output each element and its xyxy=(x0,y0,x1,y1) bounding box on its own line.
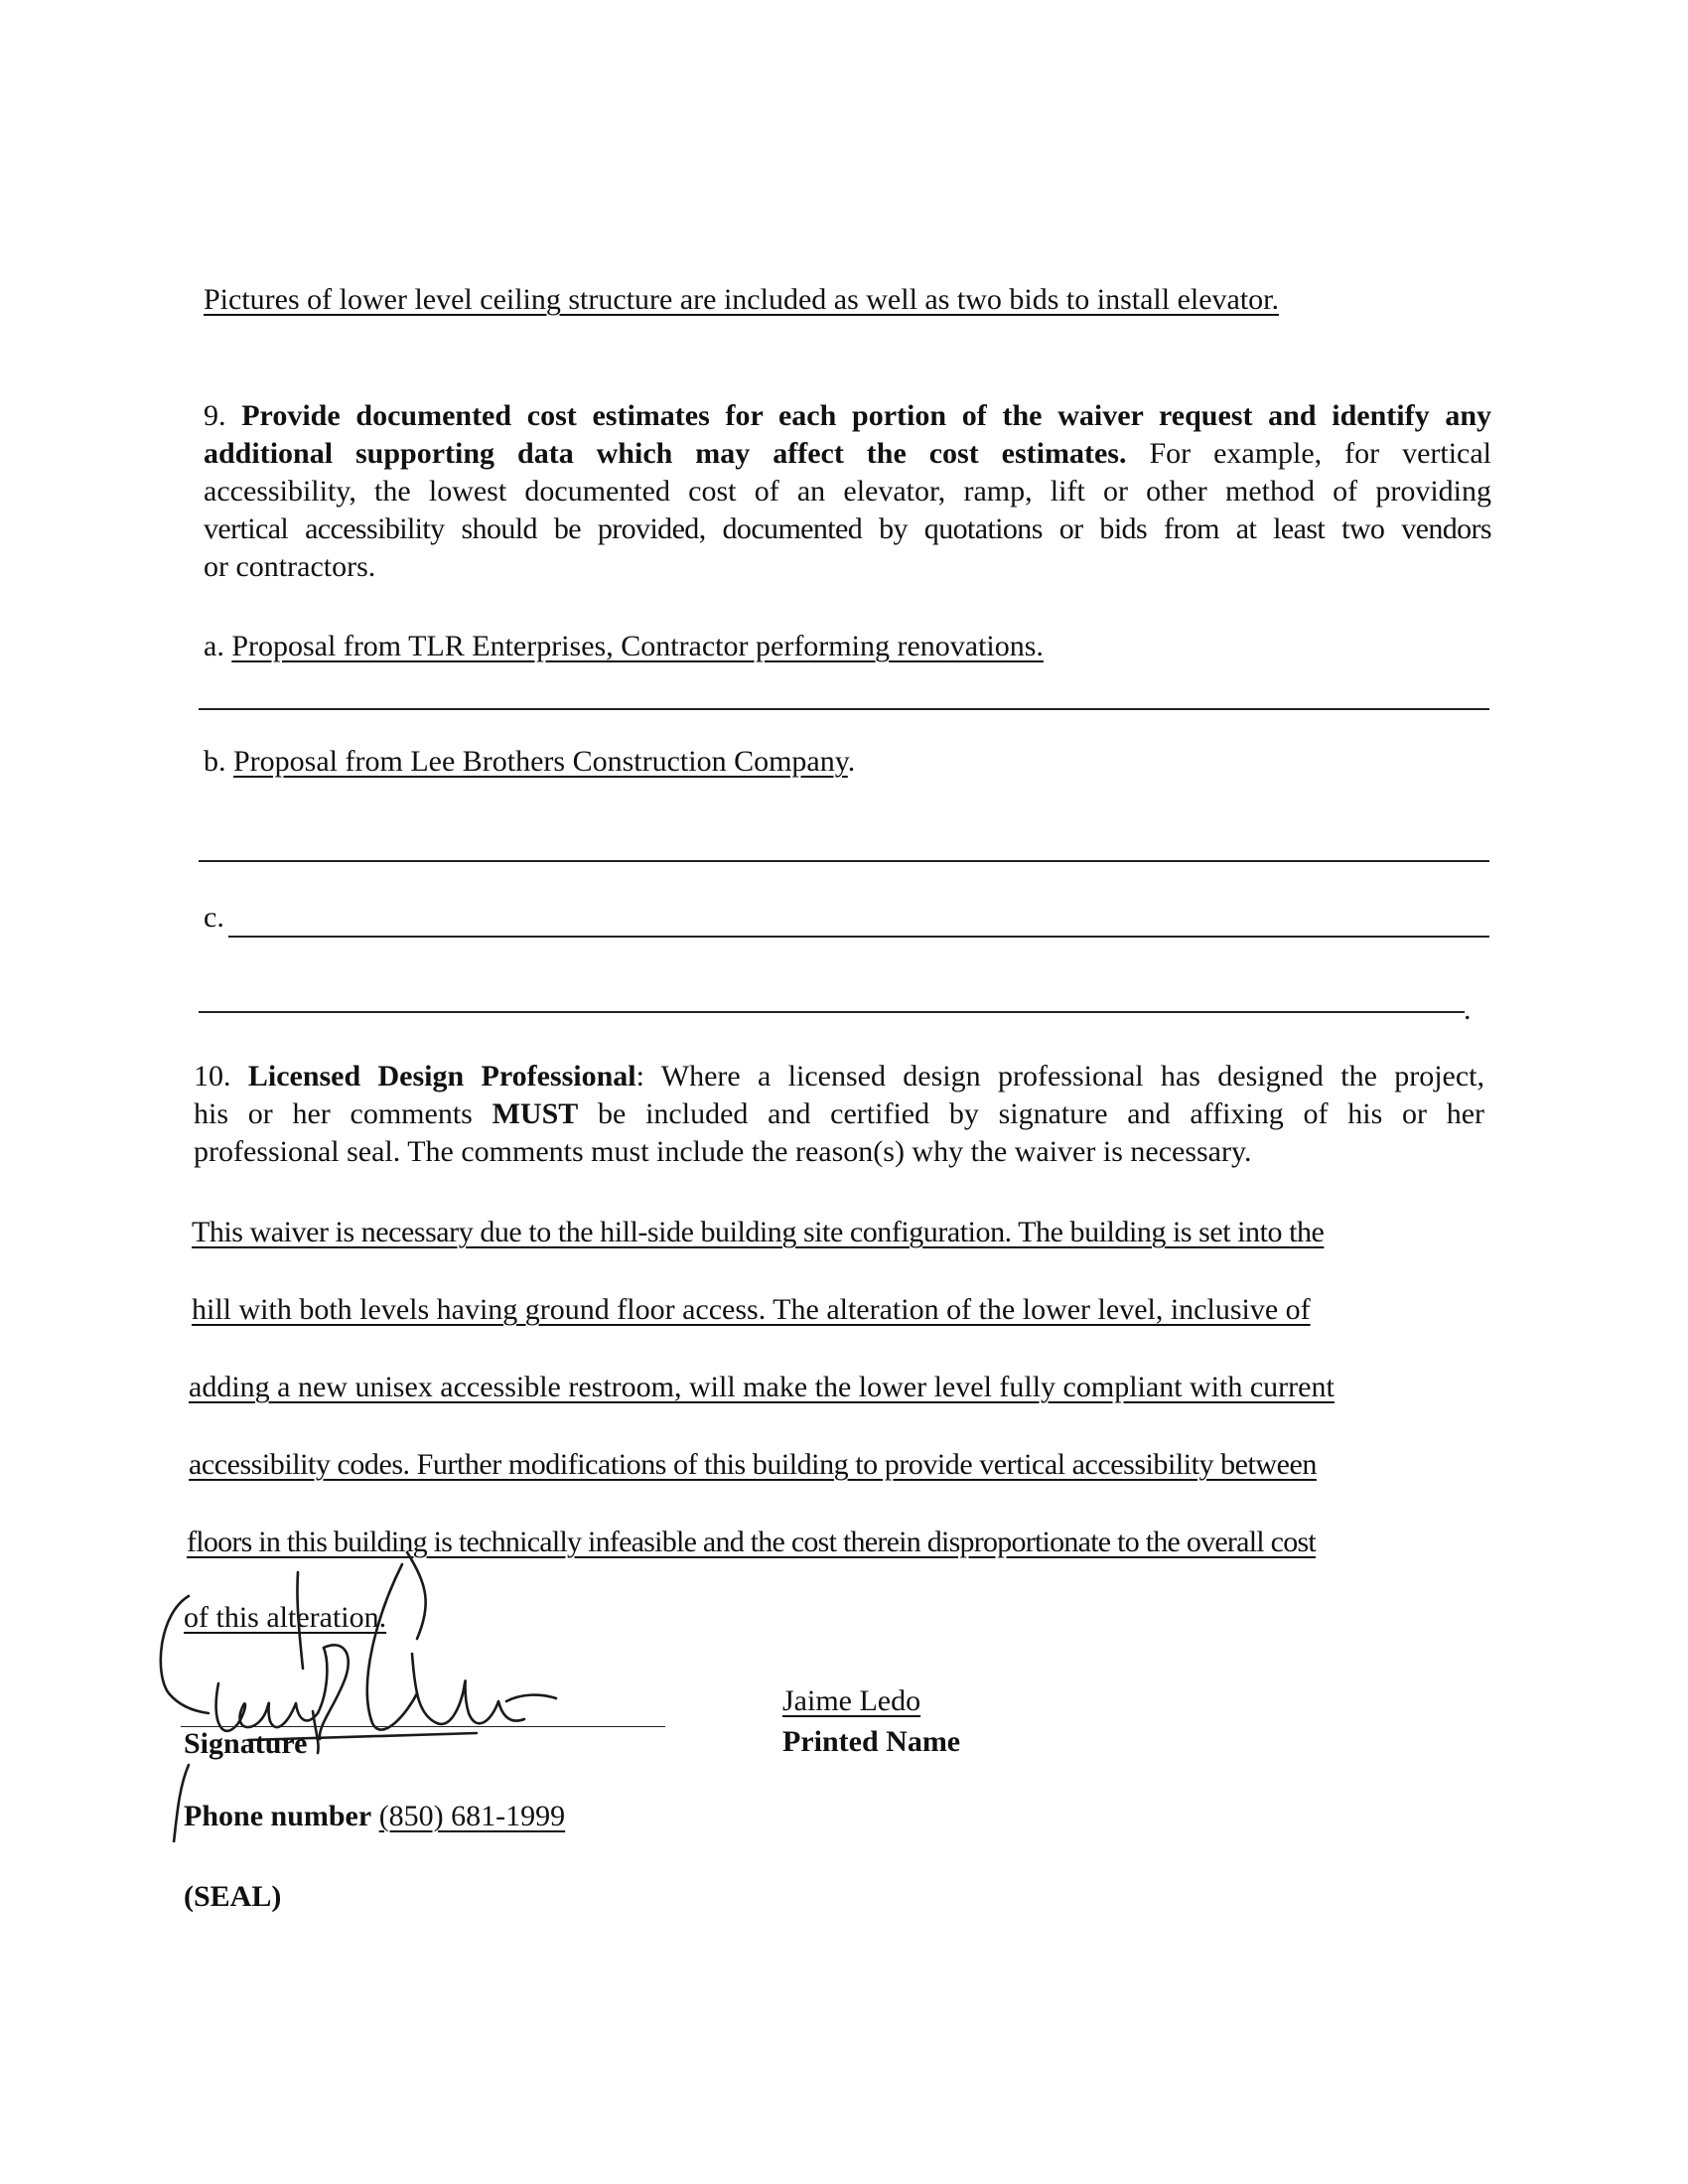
q10-must: MUST xyxy=(492,1097,579,1130)
pictures-note: Pictures of lower level ceiling structure are included as well as two bids to install elevator. xyxy=(204,283,1280,316)
answer-b-label: b. xyxy=(204,745,226,778)
q9-line-2 xyxy=(204,435,1491,473)
q10-number: 10. xyxy=(194,1060,231,1092)
comment-line: of this alteration. xyxy=(184,1601,387,1634)
q10-line-2-b: be included and certified by signature and affixing of his or her xyxy=(598,1097,1485,1130)
phone-label: Phone number xyxy=(184,1800,372,1832)
printed-name-label: Printed Name xyxy=(782,1725,961,1758)
q9-bold-2: additional supporting data which may affect the cost estimates. xyxy=(204,437,1127,470)
comment-line: hill with both levels having ground floor access. The alteration of the lower level, inclusive of xyxy=(192,1293,1311,1326)
answer-b-text: Proposal from Lee Brothers Construction Company xyxy=(233,745,848,778)
answer-a-blank-line xyxy=(199,708,1489,710)
answer-a xyxy=(204,628,1044,665)
answer-c-line xyxy=(228,936,1489,938)
answer-a-text: Proposal from TLR Enterprises, Contractor performing renovations. xyxy=(231,630,1044,662)
phone-number xyxy=(184,1798,565,1835)
q9-bold-1: Provide documented cost estimates for each portion of the waiver request and identify any xyxy=(241,399,1492,432)
q10-line-2-a: his or her comments xyxy=(194,1097,473,1130)
answer-end-period: . xyxy=(1464,993,1472,1026)
q9-text-2: For example, for vertical xyxy=(1149,437,1492,470)
answer-a-label: a. xyxy=(204,630,224,662)
q9-line-4-text: vertical accessibility should be provided, documented by quotations or bids from at least two vendors xyxy=(204,512,1491,545)
q10-line-3-text: professional seal. The comments must include the reason(s) why the waiver is necessary. xyxy=(194,1135,1252,1168)
answer-c-label: c. xyxy=(204,901,224,934)
q10-line-2 xyxy=(194,1095,1484,1133)
answer-c-extra-line xyxy=(199,1011,1465,1013)
signature-label: Signature xyxy=(184,1727,308,1760)
q9-line-3-text: accessibility, the lowest documented cost of an elevator, ramp, lift or other method of providing xyxy=(204,475,1491,508)
q10-line-1-rest: : Where a licensed design professional has designed the project, xyxy=(635,1060,1485,1092)
q9-number: 9. xyxy=(204,399,226,432)
answer-b-period: . xyxy=(847,745,856,778)
seal-label: (SEAL) xyxy=(184,1880,282,1913)
q10-line-1 xyxy=(194,1058,1484,1095)
comment-line: adding a new unisex accessible restroom, will make the lower level fully compliant with current xyxy=(189,1371,1335,1403)
comment-line: floors in this building is technically infeasible and the cost therein disproportionate to the overall cost xyxy=(187,1526,1316,1558)
comment-line: accessibility codes. Further modifications of this building to provide vertical accessibility between xyxy=(189,1448,1317,1481)
answer-b xyxy=(204,743,855,781)
q9-line-1 xyxy=(204,397,1491,435)
answer-c xyxy=(204,899,224,937)
q9-line-3 xyxy=(204,473,1491,510)
comment-line: This waiver is necessary due to the hill-side building site configuration. The building is set into the xyxy=(192,1216,1325,1248)
q9-line-5-text: or contractors. xyxy=(204,550,376,583)
q10-title: Licensed Design Professional xyxy=(247,1060,636,1092)
phone-value: (850) 681-1999 xyxy=(378,1800,566,1832)
printed-name-value: Jaime Ledo xyxy=(782,1684,921,1717)
answer-b-blank-line xyxy=(199,860,1489,862)
q9-line-5 xyxy=(204,548,1494,586)
q10-line-3 xyxy=(194,1133,1484,1171)
q9-line-4 xyxy=(204,510,1491,548)
